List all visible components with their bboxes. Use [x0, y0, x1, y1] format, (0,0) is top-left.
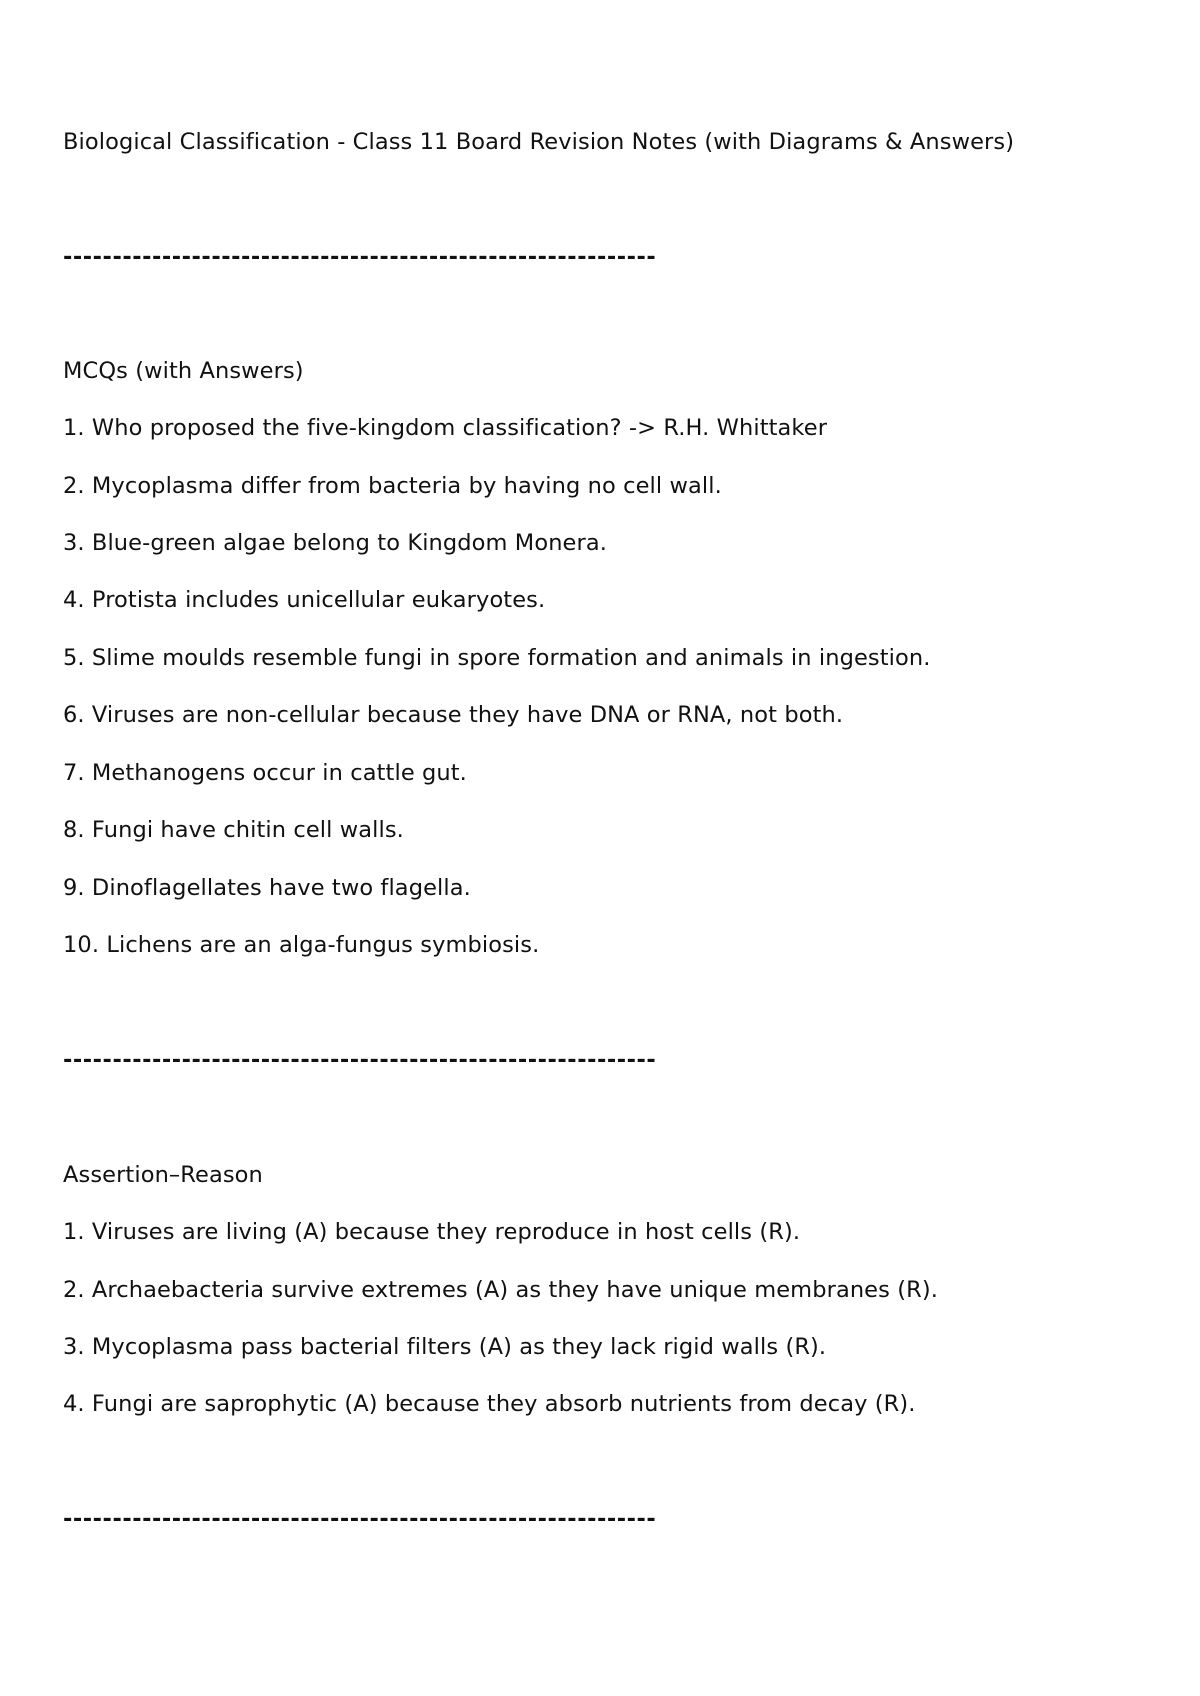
mcq-item: 10. Lichens are an alga-fungus symbiosis.: [63, 932, 540, 958]
assertion-item: 2. Archaebacteria survive extremes (A) as they have unique membranes (R).: [63, 1277, 938, 1303]
section-separator: ------------------------------------------------------------: [63, 1047, 657, 1073]
assertion-item: 4. Fungi are saprophytic (A) because they absorb nutrients from decay (R).: [63, 1391, 916, 1417]
mcq-item: 7. Methanogens occur in cattle gut.: [63, 760, 467, 786]
assertion-item: 1. Viruses are living (A) because they reproduce in host cells (R).: [63, 1219, 801, 1245]
document-title: Biological Classification - Class 11 Board Revision Notes (with Diagrams & Answers): [63, 129, 1015, 155]
section-separator: ------------------------------------------------------------: [63, 1506, 657, 1532]
mcq-item: 9. Dinoflagellates have two flagella.: [63, 875, 471, 901]
mcq-item: 1. Who proposed the five-kingdom classification? -> R.H. Whittaker: [63, 415, 828, 441]
mcq-item: 8. Fungi have chitin cell walls.: [63, 817, 404, 843]
mcq-item: 4. Protista includes unicellular eukaryotes.: [63, 587, 546, 613]
assertion-heading: Assertion–Reason: [63, 1162, 263, 1188]
mcq-item: 5. Slime moulds resemble fungi in spore formation and animals in ingestion.: [63, 645, 931, 671]
mcq-item: 2. Mycoplasma differ from bacteria by having no cell wall.: [63, 473, 722, 499]
mcq-item: 3. Blue-green algae belong to Kingdom Monera.: [63, 530, 607, 556]
mcq-item: 6. Viruses are non-cellular because they have DNA or RNA, not both.: [63, 702, 844, 728]
section-separator: ------------------------------------------------------------: [63, 244, 657, 270]
assertion-item: 3. Mycoplasma pass bacterial filters (A) as they lack rigid walls (R).: [63, 1334, 827, 1360]
mcq-heading: MCQs (with Answers): [63, 358, 304, 384]
